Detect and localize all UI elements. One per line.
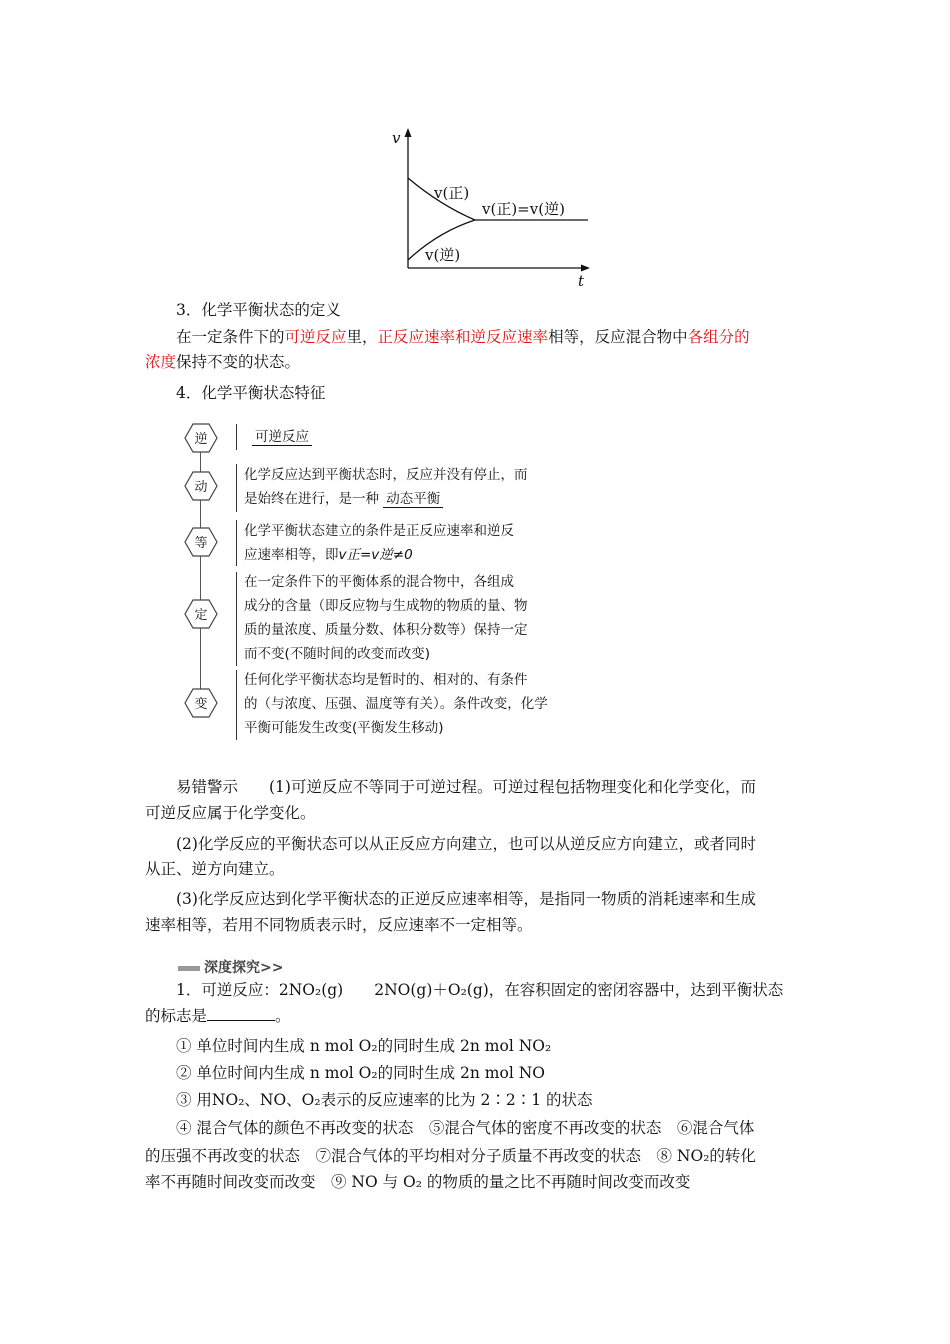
highlight-reversible-reaction: 可逆反应: [284, 328, 347, 346]
question1-line2: 的标志是 。: [145, 1007, 291, 1025]
warning-line6: 速率相等，若用不同物质表示时，反应速率不一定相等。: [145, 916, 533, 934]
bracket-bian: [236, 670, 238, 740]
section4-heading: 4．化学平衡状态特征: [176, 384, 326, 402]
bracket-ding: [236, 572, 238, 666]
feature-hex-ni: 逆: [184, 423, 218, 453]
option-3: ③ 用NO₂、NO、O₂表示的反应速率的比为 2∶2∶1 的状态: [176, 1091, 593, 1109]
feature-ding-line2: 成分的含量（即反应物与生成物的物质的量、物: [244, 598, 528, 614]
option-4-6-line2: 的压强不再改变的状态 ⑦混合气体的平均相对分子质量不再改变的状态 ⑧ NO₂的转化: [145, 1147, 756, 1165]
warning-line2: 可逆反应属于化学变化。: [145, 804, 316, 822]
section3-heading: 3．化学平衡状态的定义: [176, 301, 341, 319]
feature-hex-ding: 定: [184, 599, 218, 629]
highlight-rates: 正反应速率和逆反应速率: [377, 328, 549, 346]
equal-rate-label: v(正)=v(逆): [482, 200, 565, 218]
warning-line1: 易错警示 (1)可逆反应不等同于可逆过程。可逆过程包括物理变化和化学变化，而: [176, 778, 756, 796]
feature-hex-deng: 等: [184, 527, 218, 557]
question1-line1: 1．可逆反应：2NO₂(g) 2NO(g)＋O₂(g)，在容积固定的密闭容器中，达到平衡状态: [176, 981, 784, 999]
warning-line5: (3)化学反应达到化学平衡状态的正逆反应速率相等，是指同一物质的消耗速率和生成: [176, 890, 756, 908]
section3-definition-line2: 浓度保持不变的状态。: [145, 353, 301, 371]
x-axis-arrow: [581, 265, 590, 272]
tag-bar-icon: [178, 966, 200, 971]
feature-bian-line3: 平衡可能发生改变(平衡发生移动): [244, 720, 444, 736]
option-4-6-line1: ④ 混合气体的颜色不再改变的状态 ⑤混合气体的密度不再改变的状态 ⑥混合气体: [176, 1119, 755, 1137]
bracket-ni: [236, 424, 238, 450]
y-axis-label: v: [392, 129, 401, 147]
option-1: ① 单位时间内生成 n mol O₂的同时生成 2n mol NO₂: [176, 1037, 552, 1055]
feature-ding-line3: 质的量浓度、质量分数、体积分数等）保持一定: [244, 622, 528, 638]
rate-time-graph: [380, 120, 600, 290]
x-axis-label: t: [578, 272, 585, 290]
feature-deng-line2: 应速率相等，即v正=v逆≠0: [244, 547, 413, 563]
feature-ding-line1: 在一定条件下的平衡体系的混合物中，各组成: [244, 574, 514, 590]
highlight-concentration: 浓度: [145, 353, 177, 371]
feature-ding-line4: 而不变(不随时间的改变而改变): [244, 646, 431, 662]
feature-hex-bian: 变: [184, 688, 218, 718]
option-4-6-line3: 率不再随时间改变而改变 ⑨ NO 与 O₂ 的物质的量之比不再随时间改变而改变: [145, 1173, 691, 1191]
feature-dong-line1: 化学反应达到平衡状态时，反应并没有停止，而: [244, 467, 528, 483]
feature-dong-line2: 是始终在进行，是一种 动态平衡: [244, 487, 443, 511]
warning-line4: 从正、逆方向建立。: [145, 860, 285, 878]
y-axis-arrow: [405, 128, 412, 137]
feature-bian-line1: 任何化学平衡状态均是暂时的、相对的、有条件: [244, 672, 528, 688]
bracket-dong: [236, 464, 238, 512]
forward-rate-label: v(正): [434, 184, 470, 202]
option-2: ② 单位时间内生成 n mol O₂的同时生成 2n mol NO: [176, 1064, 545, 1082]
feature-bian-line2: 的（与浓度、压强、温度等有关）。条件改变，化学: [244, 696, 548, 712]
feature-deng-line1: 化学平衡状态建立的条件是正反应速率和逆反: [244, 523, 514, 539]
feature-hex-dong: 动: [184, 471, 218, 501]
bracket-deng: [236, 520, 238, 566]
highlight-components: 各组分的: [687, 328, 750, 346]
feature-ni-text: 可逆反应: [252, 425, 312, 449]
reverse-rate-label: v(逆): [425, 246, 461, 264]
section3-definition-line1: 在一定条件下的可逆反应里，正反应速率和逆反应速率相等，反应混合物中各组分的: [176, 328, 750, 346]
deep-explore-tag: 深度探究>>: [178, 957, 283, 977]
warning-line3: (2)化学反应的平衡状态可以从正反应方向建立，也可以从逆反应方向建立，或者同时: [176, 835, 756, 853]
answer-blank: [207, 1006, 275, 1021]
